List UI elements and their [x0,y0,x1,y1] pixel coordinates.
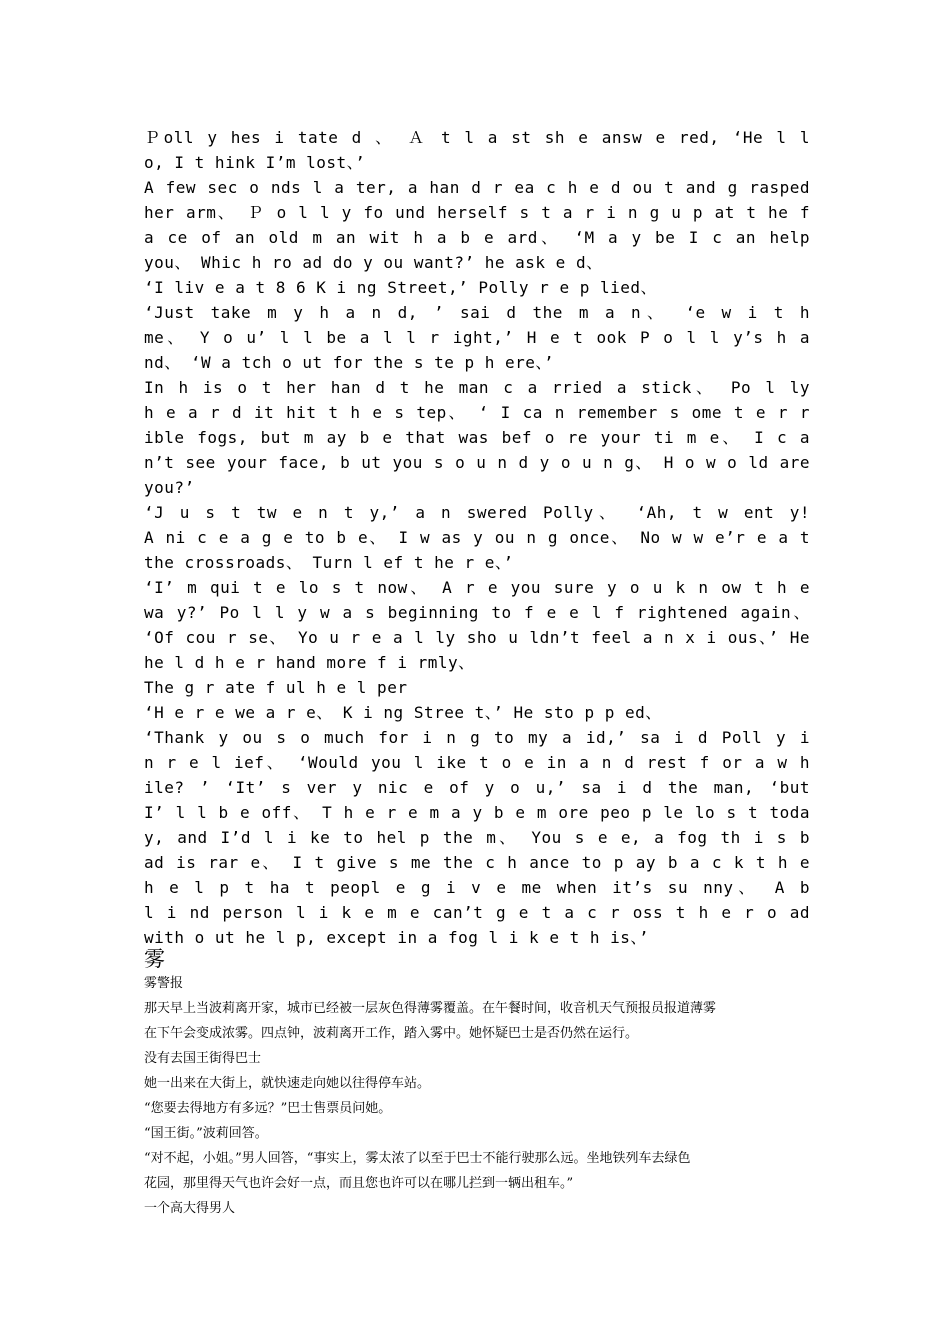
chinese-heading: 雾 [144,947,165,971]
english-line: y, and I’d l i ke to hel p the m、 You s e e, a fog th i s b [144,828,810,847]
english-line: ‘I’ m qui t e lo s t now、 A r e you sure y o u k n ow t h e [144,578,810,597]
english-line: you?’ [144,478,195,497]
english-line: ‘Just take m y h a n d, ’ sai d the m a n、 ‘e w i t h [144,303,810,322]
english-line: with o ut he l p, except in a fog l i k e t h is、’ [144,928,650,947]
english-line: ‘H e r e we a r e、 K i ng Stree t、’ He sto p p ed、 [144,703,662,722]
chinese-line: 在下午会变成浓雾。四点钟，波莉离开工作，踏入雾中。她怀疑巴士是否仍然在运行。 [144,1026,639,1041]
english-line: her arm、 Ｐ o l l y fo und herself s t a r i n g u p at t he f [144,203,810,222]
english-line: you、 Whic h ro ad do y ou want?’ he ask e d、 [144,253,603,272]
english-line: A few sec o nds l a ter, a han d r ea c h e d ou t and g rasped [144,178,810,197]
chinese-line: 花园，那里得天气也许会好一点，而且您也许可以在哪儿拦到一辆出租车。” [144,1176,574,1191]
english-line: I’ l l b e off、 T h e r e m a y b e m ore peo p le lo s t toda [144,803,810,822]
english-line: The g r ate f ul h e l per [144,678,408,697]
chinese-line: “国王街。”波莉回答。 [144,1126,268,1141]
english-line: wa y?’ Po l l y w a s beginning to f e e l f rightened again、 [144,603,810,622]
chinese-line: 她一出来在大街上，就快速走向她以往得停车站。 [144,1076,431,1091]
chinese-line: 那天早上当波莉离开家，城市已经被一层灰色得薄雾覆盖。在午餐时间，收音机天气预报员报道薄雾 [144,1001,717,1016]
english-line: h e a r d it hit t h e s tep、 ‘ I ca n remember s ome t e r r [144,403,810,422]
english-line: In h is o t her han d t he man c a rried a stick、 Po l ly [144,378,810,397]
english-line: ad is rar e、 I t give s me the c h ance to p ay b a c k t h e [144,853,810,872]
english-line: ile? ’ ‘It’ s ver y nic e of y o u,’ sa i d the man, ‘but [144,778,810,797]
english-line: nd、 ‘W a tch o ut for the s te p h ere、’ [144,353,555,372]
english-line: o, I t hink I’m lost、’ [144,153,366,172]
chinese-line: “您要去得地方有多远？”巴士售票员问她。 [144,1101,392,1116]
english-line: ible fogs, but m ay b e that was bef o re your ti m e、 I c a [144,428,810,447]
english-line: Ｐoll y hes i tate d 、 Ａ t l a st sh e answ e red, ‘He l l [144,128,810,147]
english-line: the crossroads、 Turn l ef t he r e、’ [144,553,514,572]
english-line: a ce of an old m an wit h a b e ard、 ‘M a y be I c an help [144,228,810,247]
english-line: ‘I liv e a t 8 6 K i ng Street,’ Polly r e p lied、 [144,278,658,297]
english-line: he l d h e r hand more f i rmly、 [144,653,475,672]
english-line: ‘Of cou r se、 Yo u r e a l ly sho u ldn’t feel a n x i ous、’ He [144,628,810,647]
english-line: n r e l ief、 ‘Would you l ike t o e in a n d rest f or a w h [144,753,810,772]
english-line: A ni c e a g e to b e、 I w as y ou n g once、 No w w e’r e a t [144,528,810,547]
english-line: ‘J u s t tw e n t y,’ a n swered Polly、 ‘Ah, t w ent y! [144,503,810,522]
chinese-subheading: 没有去国王街得巴士 [144,1051,262,1066]
english-line: n’t see your face, b ut you s o u n d y o u n g、 H o w o ld are [144,453,810,472]
english-line: me、 Y o u’ l l be a l l r ight,’ H e t ook P o l l y’s h a [144,328,810,347]
english-line: ‘Thank y ou s o much for i n g to my a id,’ sa i d Poll y i [144,728,810,747]
chinese-subheading: 一个高大得男人 [144,1201,236,1216]
english-line: h e l p t ha t peopl e g i v e me when it’s su nny、 A b [144,878,810,897]
english-line: l i nd person l i k e m e can’t g e t a c r oss t h e r o ad [144,903,810,922]
chinese-line: “对不起，小姐。”男人回答，“事实上，雾太浓了以至于巴士不能行驶那么远。坐地铁列车去绿色 [144,1151,691,1166]
chinese-subheading: 雾警报 [144,976,184,991]
